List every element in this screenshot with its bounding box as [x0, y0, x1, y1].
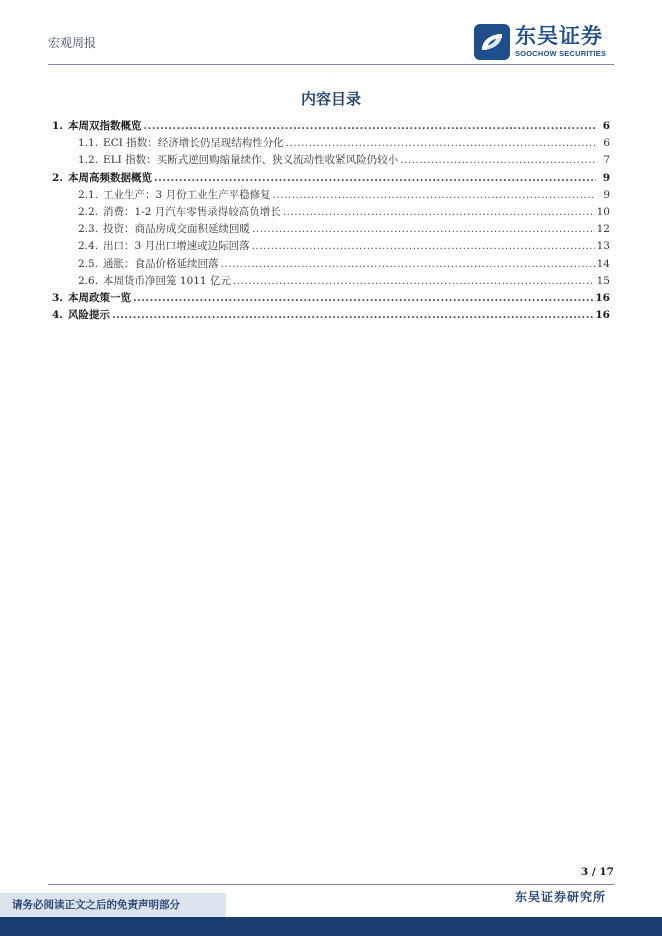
soochow-logo-icon	[474, 24, 510, 60]
company-logo	[474, 22, 606, 62]
toc-leader-dots	[143, 120, 596, 132]
toc-entry-number: 2.1.	[78, 188, 99, 201]
toc-entry[interactable]	[52, 170, 610, 187]
toc-entry-page: 6	[603, 137, 610, 150]
toc-entry-number: 1.2.	[78, 154, 99, 167]
toc-entry[interactable]	[52, 256, 610, 273]
toc-entry-number: 2.2.	[78, 205, 99, 218]
toc-entry-number: 4.	[52, 309, 63, 322]
toc-entry-page: 12	[596, 223, 610, 236]
footer-bar	[0, 917, 662, 936]
report-category: 宏观周报	[48, 36, 97, 50]
toc-entry[interactable]	[52, 135, 610, 152]
toc-leader-dots	[273, 189, 596, 201]
toc-entry-number: 2.4.	[78, 240, 99, 253]
toc-entry[interactable]	[52, 187, 610, 204]
toc-leader-dots	[286, 137, 596, 149]
toc-entry-page: 14	[596, 257, 610, 270]
toc-leader-dots	[112, 309, 593, 321]
toc-entry-label: 本周政策一览	[67, 291, 131, 304]
toc-leader-dots	[154, 172, 596, 184]
toc-entry-page: 9	[602, 171, 610, 184]
footer-divider	[48, 884, 614, 885]
toc-entry-label: 通胀：食品价格延续回落	[103, 257, 219, 270]
toc-entry[interactable]	[52, 118, 610, 135]
toc-entry-page: 16	[595, 309, 610, 322]
toc-entry-page: 9	[603, 188, 610, 201]
logo-english-name: SOOCHOW SECURITIES	[515, 49, 607, 59]
toc-entry[interactable]	[52, 290, 610, 307]
toc-entry-number: 2.	[52, 171, 63, 184]
toc-leader-dots	[221, 258, 595, 270]
toc-entry-number: 1.1.	[78, 137, 99, 150]
toc-leader-dots	[400, 154, 596, 166]
toc-entry-label: 本周高频数据概览	[67, 171, 152, 184]
toc-entry[interactable]	[52, 273, 610, 290]
toc-entry-number: 1.	[52, 120, 63, 132]
toc-entry[interactable]	[52, 307, 610, 324]
toc-entry-page: 10	[596, 205, 610, 218]
toc-leader-dots	[133, 292, 593, 304]
toc-entry-label: 消费：1-2 月汽车零售录得较高负增长	[103, 205, 281, 218]
toc-entry[interactable]	[52, 204, 610, 221]
toc-entry-page: 16	[595, 291, 610, 304]
toc-entry-label: ELI 指数：买断式逆回购缩量续作、狭义流动性收紧风险仍较小	[103, 154, 399, 167]
toc-entry-number: 2.3.	[78, 223, 99, 236]
table-of-contents	[52, 118, 610, 324]
toc-entry-number: 2.6.	[78, 274, 99, 287]
toc-title: 内容目录	[300, 90, 361, 108]
toc-entry-label: 本周双指数概览	[67, 120, 142, 132]
toc-entry-label: 出口：3 月出口增速或边际回落	[103, 240, 250, 253]
toc-leader-dots	[283, 206, 595, 218]
toc-entry-number: 3.	[52, 291, 63, 304]
header-divider	[48, 64, 614, 65]
toc-entry[interactable]	[52, 221, 610, 238]
toc-entry-number: 2.5.	[78, 257, 99, 270]
footer-company-name: 东吴证券研究所	[514, 890, 606, 904]
toc-entry-label: 本周货币净回笼 1011 亿元	[103, 274, 231, 287]
toc-entry-page: 7	[603, 154, 610, 167]
toc-entry-label: ECI 指数：经济增长仍呈现结构性分化	[103, 137, 284, 150]
page-number: 3 / 17	[580, 866, 614, 878]
toc-entry-label: 工业生产：3 月份工业生产平稳修复	[103, 188, 271, 201]
toc-entry-page: 15	[596, 274, 610, 287]
toc-entry-page: 6	[602, 120, 610, 132]
toc-leader-dots	[233, 275, 595, 287]
logo-chinese-name: 东吴证券	[515, 24, 603, 49]
toc-entry[interactable]	[52, 152, 610, 169]
toc-leader-dots	[252, 223, 595, 235]
toc-entry-label: 风险提示	[67, 309, 110, 322]
toc-leader-dots	[252, 240, 595, 252]
toc-entry-page: 13	[596, 240, 610, 253]
disclaimer-banner: 请务必阅读正文之后的免责声明部分	[0, 893, 226, 917]
toc-entry-label: 投资：商品房成交面积延续回暖	[103, 223, 251, 236]
toc-entry[interactable]	[52, 238, 610, 255]
